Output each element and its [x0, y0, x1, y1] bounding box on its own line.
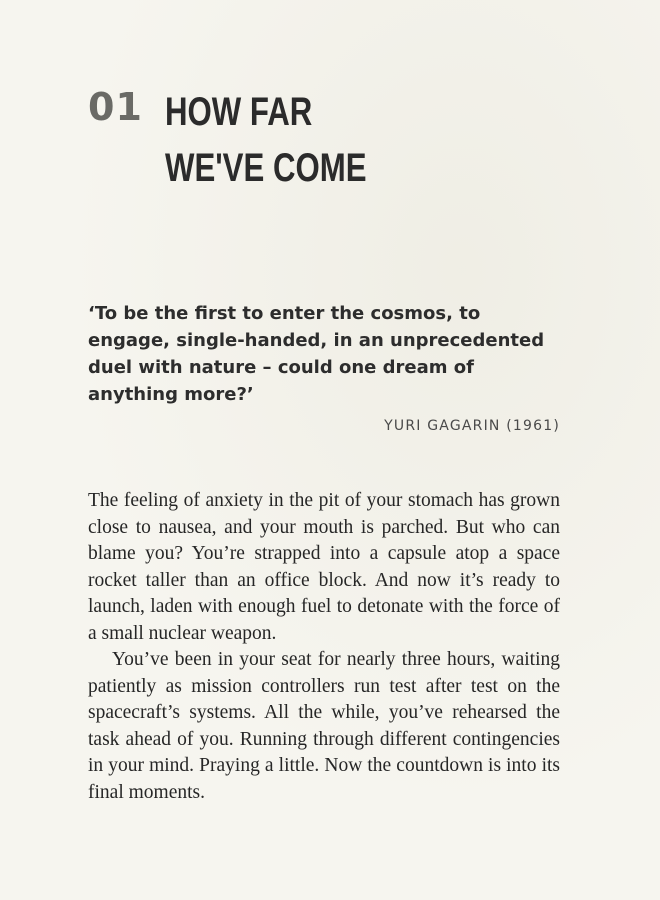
epigraph-attribution: YURI GAGARIN (1961)	[384, 418, 560, 434]
body-text	[88, 488, 560, 806]
chapter-heading	[88, 84, 423, 196]
epigraph-quote: ‘To be the first to enter the cosmos, to engage, single-handed, in an unprecedented duel with nature – could one dream of anything more?’	[88, 303, 545, 405]
body-paragraph-1: The feeling of anxiety in the pit of your stomach has grown close to nausea, and your mouth is parched. But who can blame you? You’re strapped into a capsule atop a space rocket taller than an office block. And now it’s ready to launch, laden with enough fuel to detonate with the force of a small nuclear weapon.	[88, 490, 560, 644]
epigraph	[88, 300, 568, 434]
chapter-number: 01	[88, 85, 143, 129]
chapter-title	[165, 84, 367, 196]
chapter-title-line-2: WE'VE COME	[164, 146, 367, 190]
body-paragraph-2: You’ve been in your seat for nearly three hours, waiting patiently as mission controllers run test after test on the spacecraft’s systems. All the while, you’ve rehearsed the task ahead of you. Running through different contingencies in your mind. Praying a little. Now the countdown is into its final moments.	[88, 649, 560, 803]
chapter-title-line-1: HOW FAR	[164, 90, 313, 134]
